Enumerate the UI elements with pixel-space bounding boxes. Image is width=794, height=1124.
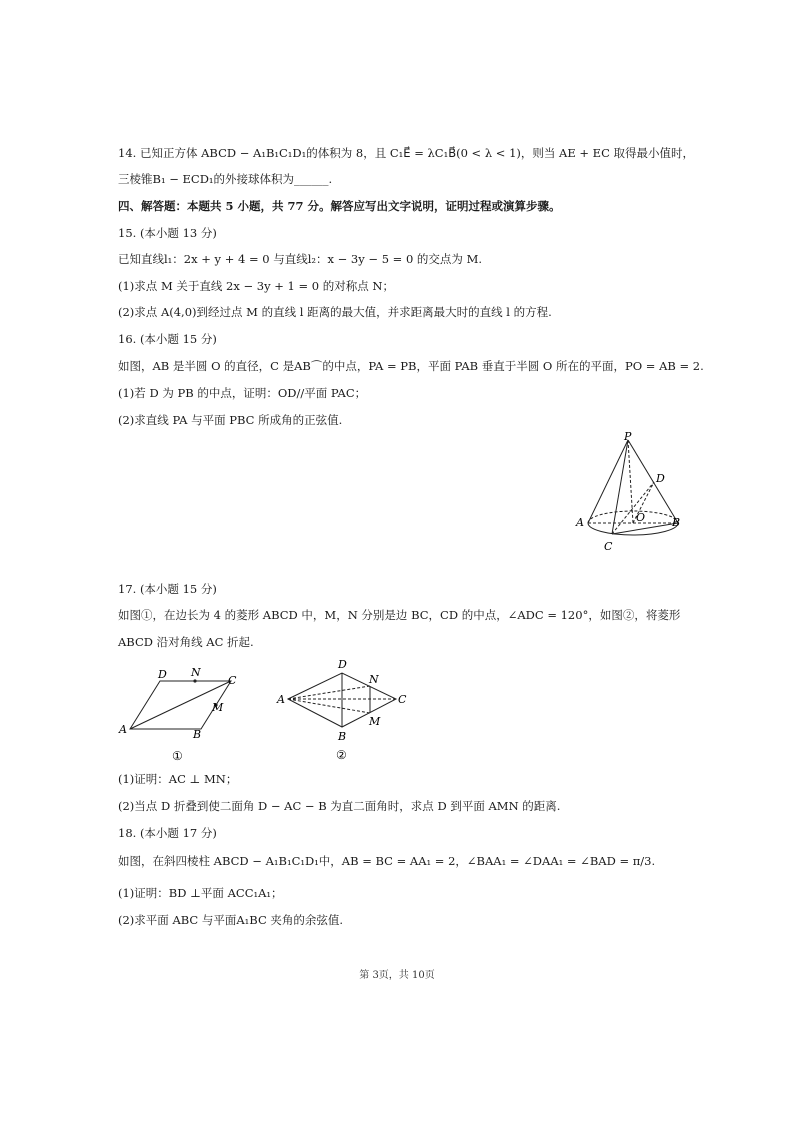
fig16-label-c: C [604,540,613,553]
q18-part-2: (2)求平面 ABC 与平面A₁BC 夹角的余弦值. [118,913,344,927]
fig17a-label-d: D [158,668,167,681]
q16-part-1: (1)若 D 为 PB 的中点，证明：OD//平面 PAC； [118,386,367,400]
q16-stem: 如图，AB 是半圆 O 的直径，C 是AB⌒的中点，PA = PB，平面 PAB 垂直于半圆 O 所在的平面，PO = AB = 2. [118,359,704,373]
q17-part-2: (2)当点 D 折叠到使二面角 D − AC − B 为直二面角时，求点 D 到平面 AMN 的距离. [118,799,561,813]
fig17b-label-n: N [369,673,379,686]
fig17b-label-a: A [277,693,285,706]
q15-part-1: (1)求点 M 关于直线 2x − 3y + 1 = 0 的对称点 N； [118,279,394,293]
q15-stem: 已知直线l₁：2x + y + 4 = 0 与直线l₂：x − 3y − 5 = 0 的交点为 M. [118,252,483,266]
q17-stem: 如图①，在边长为 4 的菱形 ABCD 中，M，N 分别是边 BC，CD 的中点，∠ADC = 120°，如图②，将菱形 [118,608,681,622]
fig16-label-d: D [656,472,665,485]
fig17b-label-b: B [338,730,347,743]
figure-q17-folded [274,655,414,767]
figure-q17-rhombus [114,660,254,764]
q18-stem: 如图，在斜四棱柱 ABCD − A₁B₁C₁D₁中，AB = BC = AA₁ = 2，∠BAA₁ = ∠DAA₁ = ∠BAD = π/3. [118,854,656,868]
fig17b-label-d: D [338,658,347,671]
q18-heading: 18. (本小题 17 分) [118,826,217,840]
q16-part-2: (2)求直线 PA 与平面 PBC 所成角的正弦值. [118,413,343,427]
figure-q16-cone [568,428,688,558]
q17-part-1: (1)证明：AC ⊥ MN； [118,772,238,786]
q14-line-1: 14. 已知正方体 ABCD − A₁B₁C₁D₁的体积为 8，且 C₁E⃗ = λC₁B⃗(0 < λ < 1)，则当 AE + EC 取得最小值时， [118,146,695,160]
fig16-label-b: B [672,516,681,529]
q17-heading: 17. (本小题 15 分) [118,582,217,596]
fig17a-caption: ① [172,749,183,763]
fig16-label-a: A [576,516,584,529]
fig17b-caption: ② [336,748,347,762]
page-footer: 第 3页，共 10页 [359,970,435,981]
fig17a-label-c: C [228,674,237,687]
q18-part-1: (1)证明：BD ⊥平面 ACC₁A₁； [118,886,283,900]
section-4-heading: 四、解答题：本题共 5 小题，共 77 分。解答应写出文字说明，证明过程或演算步骤。 [118,199,561,213]
q14-line-2: 三棱锥B₁ − ECD₁的外接球体积为______. [118,172,333,186]
fig17a-label-n: N [191,666,201,679]
fig17a-label-m: M [212,701,224,714]
q15-heading: 15. (本小题 13 分) [118,226,217,240]
fig17a-label-b: B [193,728,202,741]
q15-part-2: (2)求点 A(4,0)到经过点 M 的直线 l 距离的最大值，并求距离最大时的直线 l 的方程. [118,305,552,319]
fig16-label-o: O [636,511,646,524]
fig17b-label-m: M [369,715,381,728]
fig16-label-p: P [624,430,632,443]
q16-heading: 16. (本小题 15 分) [118,332,217,346]
fig17b-label-c: C [398,693,407,706]
fig17a-label-a: A [119,723,127,736]
q17-stem-2: ABCD 沿对角线 AC 折起. [118,635,254,649]
